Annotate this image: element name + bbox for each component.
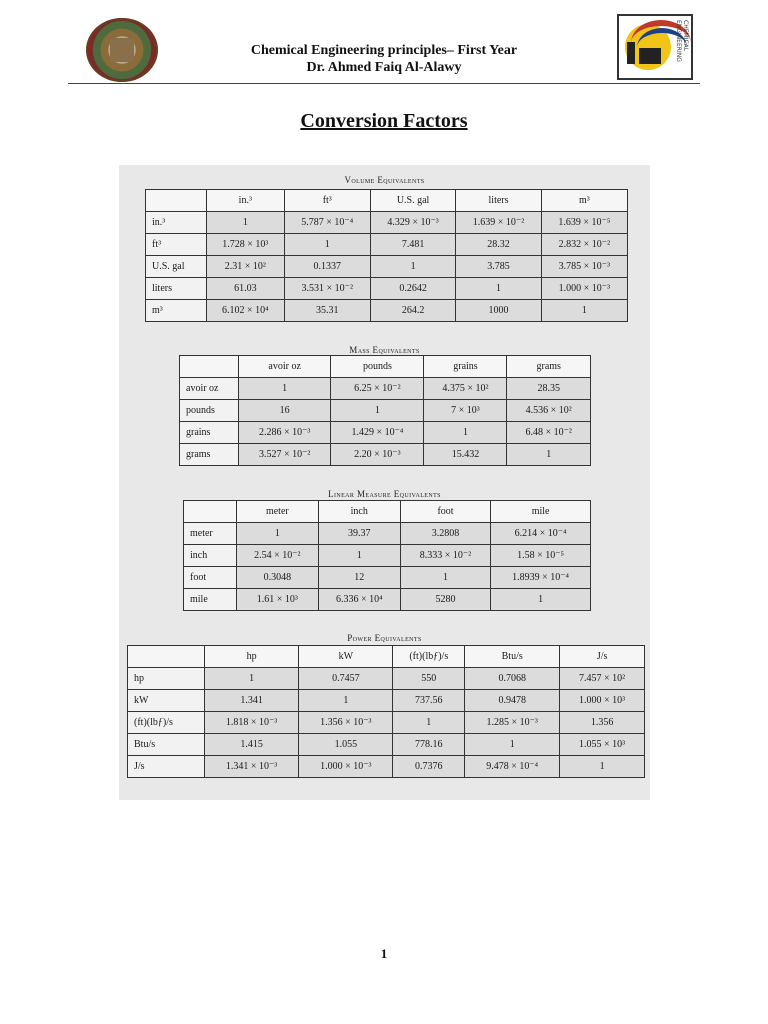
table-cell: 6.25 × 10⁻² bbox=[331, 378, 424, 400]
table-cell: 0.7457 bbox=[299, 668, 393, 690]
table-row bbox=[146, 278, 628, 300]
row-header: pounds bbox=[180, 400, 239, 422]
row-header: kW bbox=[128, 690, 205, 712]
table-cell: 1 bbox=[370, 256, 455, 278]
table-cell: 3.531 × 10⁻² bbox=[284, 278, 370, 300]
column-header: grams bbox=[507, 356, 591, 378]
table-cell: 0.9478 bbox=[465, 690, 560, 712]
table-cell: 1.639 × 10⁻⁵ bbox=[541, 212, 627, 234]
table-cell: 1 bbox=[331, 400, 424, 422]
author-name: Dr. Ahmed Faiq Al-Alawy bbox=[306, 60, 462, 75]
table-cell: 264.2 bbox=[370, 300, 455, 322]
table-cell: 35.31 bbox=[284, 300, 370, 322]
row-header: liters bbox=[146, 278, 207, 300]
row-header: in.³ bbox=[146, 212, 207, 234]
column-header: J/s bbox=[560, 646, 645, 668]
row-header: grains bbox=[180, 422, 239, 444]
table-corner bbox=[146, 190, 207, 212]
row-header: inch bbox=[184, 545, 237, 567]
table-cell: 6.48 × 10⁻² bbox=[507, 422, 591, 444]
table-cell: 7.457 × 10² bbox=[560, 668, 645, 690]
table-cell: 1 bbox=[393, 712, 465, 734]
volume-table bbox=[145, 189, 628, 322]
table-cell: 12 bbox=[318, 567, 400, 589]
row-header: mile bbox=[184, 589, 237, 611]
table-cell: 7.481 bbox=[370, 234, 455, 256]
table-cell: 1.818 × 10⁻³ bbox=[205, 712, 299, 734]
table-row bbox=[146, 300, 628, 322]
table-cell: 1 bbox=[507, 444, 591, 466]
table-row bbox=[180, 422, 591, 444]
linear-caption: Linear Measure Equivalents bbox=[328, 489, 441, 499]
page-number: 1 bbox=[380, 946, 388, 961]
table-cell: 28.32 bbox=[456, 234, 541, 256]
table-cell: 8.333 × 10⁻² bbox=[400, 545, 490, 567]
table-cell: 2.832 × 10⁻² bbox=[541, 234, 627, 256]
table-cell: 1.055 × 10³ bbox=[560, 734, 645, 756]
column-header: (ft)(lbƒ)/s bbox=[393, 646, 465, 668]
column-header: U.S. gal bbox=[370, 190, 455, 212]
table-cell: 1 bbox=[237, 523, 319, 545]
table-cell: 2.286 × 10⁻³ bbox=[239, 422, 331, 444]
table-cell: 1.000 × 10⁻³ bbox=[299, 756, 393, 778]
table-corner bbox=[180, 356, 239, 378]
table-cell: 3.527 × 10⁻² bbox=[239, 444, 331, 466]
table-cell: 1.341 bbox=[205, 690, 299, 712]
column-header: ft³ bbox=[284, 190, 370, 212]
table-row bbox=[146, 234, 628, 256]
row-header: U.S. gal bbox=[146, 256, 207, 278]
table-cell: 1.728 × 10³ bbox=[207, 234, 285, 256]
column-header: hp bbox=[205, 646, 299, 668]
table-cell: 28.35 bbox=[507, 378, 591, 400]
table-cell: 1 bbox=[456, 278, 541, 300]
table-row bbox=[184, 589, 591, 611]
table-cell: 5280 bbox=[400, 589, 490, 611]
table-row bbox=[146, 256, 628, 278]
table-cell: 1000 bbox=[456, 300, 541, 322]
table-cell: 1.61 × 10³ bbox=[237, 589, 319, 611]
row-header: J/s bbox=[128, 756, 205, 778]
table-cell: 1.429 × 10⁻⁴ bbox=[331, 422, 424, 444]
table-cell: 61.03 bbox=[207, 278, 285, 300]
column-header: Btu/s bbox=[465, 646, 560, 668]
column-header: inch bbox=[318, 501, 400, 523]
table-cell: 7 × 10³ bbox=[424, 400, 507, 422]
column-header: avoir oz bbox=[239, 356, 331, 378]
table-cell: 5.787 × 10⁻⁴ bbox=[284, 212, 370, 234]
table-cell: 1 bbox=[541, 300, 627, 322]
department-logo-icon bbox=[617, 14, 693, 80]
row-header: Btu/s bbox=[128, 734, 205, 756]
volume-caption: Volume Equivalents bbox=[344, 175, 425, 185]
table-cell: 15.432 bbox=[424, 444, 507, 466]
table-cell: 16 bbox=[239, 400, 331, 422]
column-header: kW bbox=[299, 646, 393, 668]
table-cell: 1 bbox=[207, 212, 285, 234]
course-title: Chemical Engineering principles– First Year bbox=[250, 43, 518, 58]
table-cell: 3.785 bbox=[456, 256, 541, 278]
column-header: m³ bbox=[541, 190, 627, 212]
table-row bbox=[128, 734, 645, 756]
table-cell: 1.356 × 10⁻³ bbox=[299, 712, 393, 734]
table-row bbox=[180, 444, 591, 466]
table-cell: 1 bbox=[560, 756, 645, 778]
row-header: avoir oz bbox=[180, 378, 239, 400]
table-cell: 0.1337 bbox=[284, 256, 370, 278]
table-cell: 1 bbox=[318, 545, 400, 567]
table-cell: 1 bbox=[205, 668, 299, 690]
table-cell: 9.478 × 10⁻⁴ bbox=[465, 756, 560, 778]
page-title: Conversion Factors bbox=[300, 110, 468, 132]
linear-table bbox=[183, 500, 591, 611]
column-header: liters bbox=[456, 190, 541, 212]
column-header: foot bbox=[400, 501, 490, 523]
conversion-tables-scan bbox=[119, 165, 650, 800]
column-header: mile bbox=[491, 501, 591, 523]
row-header: meter bbox=[184, 523, 237, 545]
table-cell: 2.31 × 10² bbox=[207, 256, 285, 278]
mass-caption: Mass Equivalents bbox=[349, 345, 420, 355]
table-cell: 1 bbox=[465, 734, 560, 756]
table-cell: 6.102 × 10⁴ bbox=[207, 300, 285, 322]
table-cell: 1.58 × 10⁻⁵ bbox=[491, 545, 591, 567]
table-cell: 3.2808 bbox=[400, 523, 490, 545]
table-row bbox=[180, 378, 591, 400]
table-cell: 1 bbox=[299, 690, 393, 712]
column-header: grains bbox=[424, 356, 507, 378]
table-cell: 6.214 × 10⁻⁴ bbox=[491, 523, 591, 545]
table-cell: 2.20 × 10⁻³ bbox=[331, 444, 424, 466]
table-row bbox=[184, 523, 591, 545]
power-caption: Power Equivalents bbox=[347, 633, 422, 643]
power-table bbox=[127, 645, 645, 778]
table-cell: 4.329 × 10⁻³ bbox=[370, 212, 455, 234]
table-cell: 1.639 × 10⁻² bbox=[456, 212, 541, 234]
table-cell: 4.375 × 10² bbox=[424, 378, 507, 400]
column-header: meter bbox=[237, 501, 319, 523]
table-cell: 39.37 bbox=[318, 523, 400, 545]
table-corner bbox=[128, 646, 205, 668]
column-header: in.³ bbox=[207, 190, 285, 212]
row-header: (ft)(lbƒ)/s bbox=[128, 712, 205, 734]
header-divider bbox=[68, 83, 700, 84]
table-row bbox=[146, 212, 628, 234]
table-cell: 0.7068 bbox=[465, 668, 560, 690]
row-header: grams bbox=[180, 444, 239, 466]
table-cell: 778.16 bbox=[393, 734, 465, 756]
row-header: foot bbox=[184, 567, 237, 589]
table-cell: 1.000 × 10⁻³ bbox=[541, 278, 627, 300]
table-cell: 1.415 bbox=[205, 734, 299, 756]
table-cell: 1.285 × 10⁻³ bbox=[465, 712, 560, 734]
department-logo-text: CHEMICAL ENGINEERING bbox=[675, 20, 689, 62]
table-row bbox=[128, 712, 645, 734]
table-cell: 550 bbox=[393, 668, 465, 690]
table-cell: 1 bbox=[239, 378, 331, 400]
table-row bbox=[184, 545, 591, 567]
table-row bbox=[180, 400, 591, 422]
table-cell: 1.341 × 10⁻³ bbox=[205, 756, 299, 778]
table-cell: 1.000 × 10³ bbox=[560, 690, 645, 712]
table-row bbox=[128, 756, 645, 778]
table-cell: 0.7376 bbox=[393, 756, 465, 778]
table-cell: 1.8939 × 10⁻⁴ bbox=[491, 567, 591, 589]
table-cell: 1 bbox=[424, 422, 507, 444]
table-row bbox=[128, 668, 645, 690]
table-cell: 1 bbox=[491, 589, 591, 611]
table-cell: 0.2642 bbox=[370, 278, 455, 300]
row-header: ft³ bbox=[146, 234, 207, 256]
table-cell: 6.336 × 10⁴ bbox=[318, 589, 400, 611]
table-row bbox=[184, 567, 591, 589]
mass-table bbox=[179, 355, 591, 466]
table-cell: 3.785 × 10⁻³ bbox=[541, 256, 627, 278]
table-cell: 2.54 × 10⁻² bbox=[237, 545, 319, 567]
table-cell: 737.56 bbox=[393, 690, 465, 712]
table-cell: 0.3048 bbox=[237, 567, 319, 589]
table-corner bbox=[184, 501, 237, 523]
table-cell: 1.356 bbox=[560, 712, 645, 734]
column-header: pounds bbox=[331, 356, 424, 378]
row-header: m³ bbox=[146, 300, 207, 322]
table-cell: 1.055 bbox=[299, 734, 393, 756]
table-cell: 4.536 × 10² bbox=[507, 400, 591, 422]
table-cell: 1 bbox=[284, 234, 370, 256]
table-row bbox=[128, 690, 645, 712]
row-header: hp bbox=[128, 668, 205, 690]
table-cell: 1 bbox=[400, 567, 490, 589]
page-header bbox=[0, 0, 768, 90]
